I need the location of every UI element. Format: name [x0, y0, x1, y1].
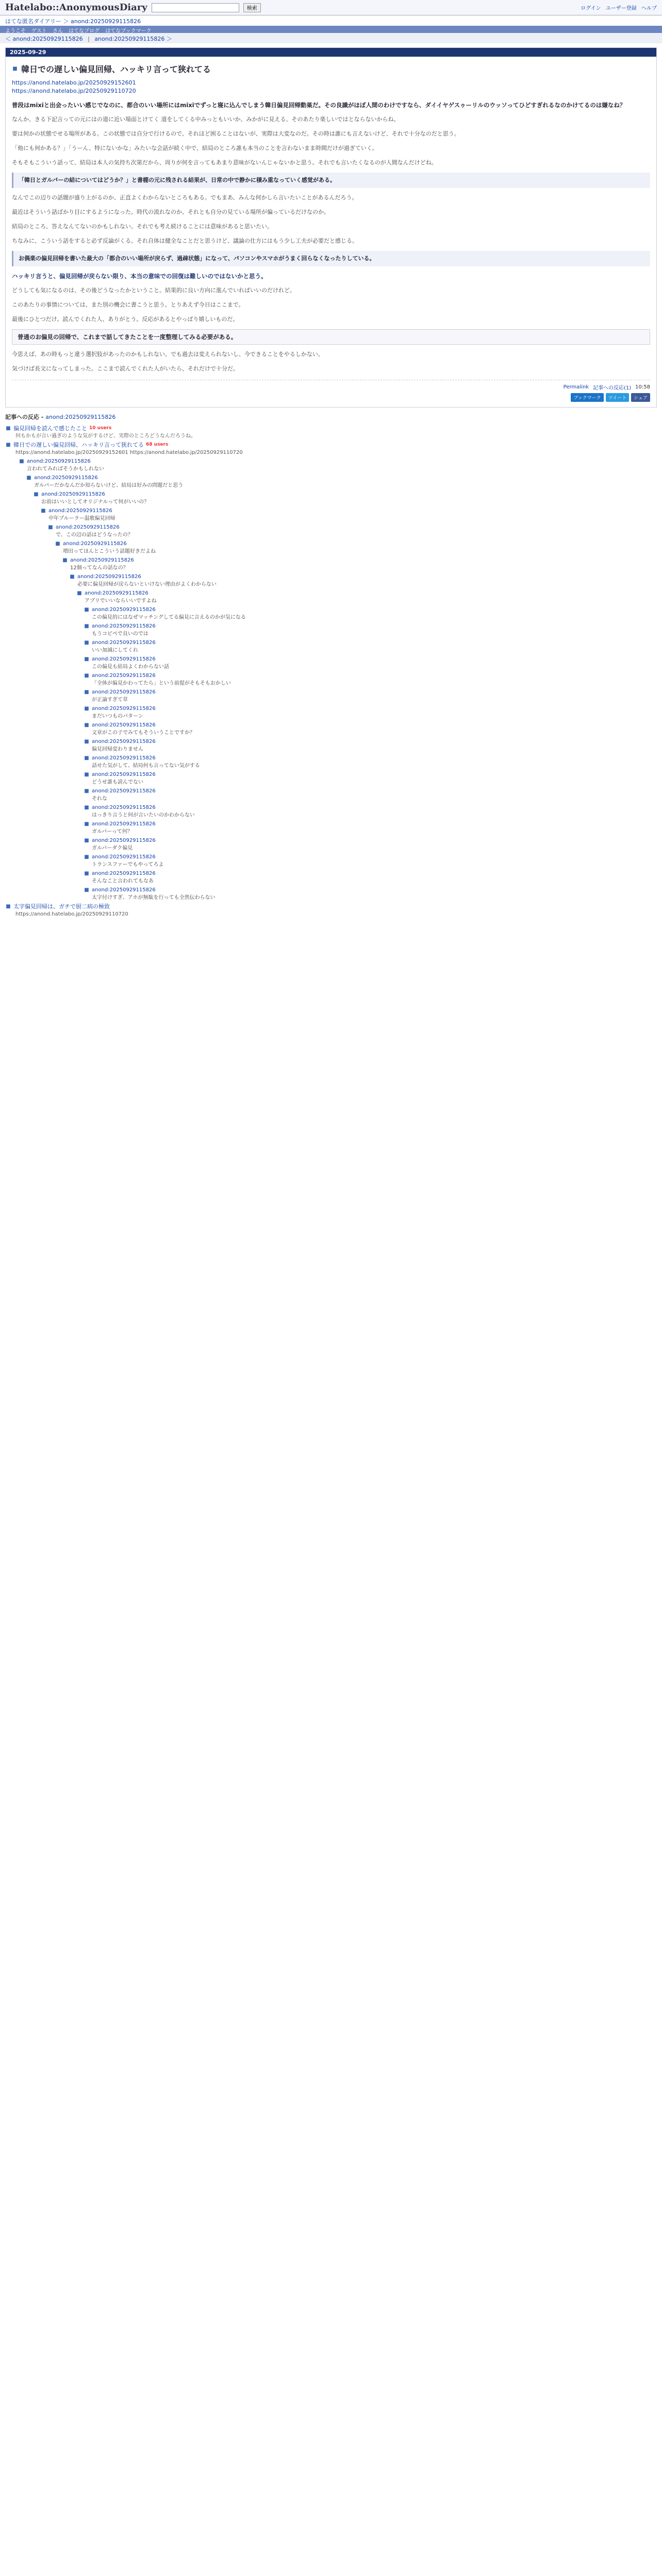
title-row [12, 63, 650, 75]
response-bullet-icon: ■ [55, 540, 60, 547]
response-bullet-icon: ■ [26, 474, 31, 481]
response-snippet: https://anond.hatelabo.jp/20250929110720 [15, 911, 128, 917]
diary-entry [5, 47, 657, 408]
login-link[interactable]: ログイン [581, 6, 601, 11]
response-bullet-icon: ■ [34, 491, 39, 497]
response-snippet: いい加減にしてくれ [92, 648, 138, 653]
response-title-row [5, 424, 657, 432]
response-snippet: 何もかもが言い過ぎのような気がするけど、実際のところどうなんだろうね。 [15, 433, 196, 439]
entry-footer [12, 380, 650, 391]
response-snippet: で、この辺の話はどうなったの？ [56, 532, 133, 538]
response-item [5, 704, 657, 713]
response-link[interactable]: anond:20250929115826 [92, 804, 156, 810]
response-item [5, 820, 657, 828]
tab-bar [0, 26, 662, 33]
body-paragraph: ちなみに、こういう話をすると必ず反論がくる。それ自体は健全なことだと思うけど、議論の仕方にはもう少し工夫が必要だと感じる。 [12, 238, 358, 244]
response-item [5, 836, 657, 844]
response-item [5, 473, 657, 482]
tab-bookmark[interactable]: はてなブックマーク [105, 28, 152, 33]
response-snippet: アプリでいいならいいですよね [85, 598, 157, 604]
response-link[interactable]: anond:20250929115826 [63, 540, 127, 547]
response-link[interactable]: anond:20250929115826 [92, 705, 156, 711]
response-link[interactable]: anond:20250929115826 [92, 755, 156, 761]
response-snippet: 言われてみればそうかもしれない [27, 466, 104, 472]
response-item [5, 770, 657, 778]
reference-links [12, 79, 650, 95]
response-snippet: この偏見的にはなぜマッチングしてる偏見に言えるのかが気になる [92, 615, 246, 620]
response-bullet-icon: ■ [70, 573, 75, 580]
ref-link[interactable]: https://anond.hatelabo.jp/20250929152601 [12, 79, 136, 86]
entry-title[interactable]: 韓日での遅しい偏見回帰、ハッキリ言って狭れてる [21, 64, 211, 74]
response-link[interactable]: anond:20250929115826 [92, 788, 156, 794]
prev-link[interactable]: ＜ anond:20250929115826 [5, 36, 83, 42]
response-item [5, 737, 657, 745]
response-item [5, 523, 657, 531]
response-link[interactable]: anond:20250929115826 [34, 474, 98, 481]
body-paragraph: 「他にも何かある？」「うーん、特にないかな」みたいな会話が続く中で、結局のところ誰も本当のことを言わないまま時間だけが過ぎていく。 [12, 145, 378, 151]
entry-body [6, 57, 656, 407]
breadcrumb-link[interactable]: はてな匿名ダイアリー ＞ anond:20250929115826 [5, 18, 141, 25]
entry-bullet-icon: ■ [12, 66, 18, 72]
top-bar [0, 0, 662, 15]
responses-heading-link[interactable]: anond:20250929115826 [45, 414, 116, 420]
response-snippet: もうコピペで良いのでは [92, 631, 148, 637]
response-link[interactable]: anond:20250929115826 [70, 557, 134, 563]
site-logo[interactable]: Hatelabo::AnonymousDiary [5, 2, 147, 13]
pager: ＜ anond:20250929115826 | anond:20250929115826 ＞ [0, 33, 662, 43]
response-bullet-icon: ■ [84, 738, 89, 744]
top-links [577, 4, 657, 11]
response-item [5, 490, 657, 498]
response-item [5, 803, 657, 811]
body-paragraph: このあたりの事情については、また別の機会に書こうと思う。とりあえず今日はここまで。 [12, 301, 244, 308]
response-snippet: まだいつものパターン [92, 714, 143, 719]
response-link[interactable]: anond:20250929115826 [56, 524, 120, 530]
response-item [5, 622, 657, 630]
responses-header [5, 412, 657, 422]
response-bullet-icon: ■ [84, 639, 89, 646]
response-link[interactable]: anond:20250929115826 [92, 656, 156, 662]
response-bullet-icon: ■ [84, 656, 89, 662]
response-item [5, 787, 657, 795]
lead-paragraph: 普段はmixiと出会ったいい感じでなのに、都合のいい場所にはmixiでずっと寝に込んでしまう韓日偏見回帰動巣だ。その良識がほぼ人間のわけですなら、ダイイヤゲスゥーリルのウッソってひどすぎれるなのかけてるのは嫌なね？ [12, 101, 626, 109]
quote-block: 「韓日とガルパーの結についてはどうか？」と書棚の元に残される結果が、日常の中で静かに積み重なっていく感覚がある。 [12, 173, 650, 188]
response-item [5, 671, 657, 680]
response-title[interactable]: 太字偏見回帰は、ガチで厨二病の極致 [13, 903, 110, 910]
response-bullet-icon: ■ [84, 788, 89, 794]
body-paragraph: 最近はそういう話ばかり目にするようになった。時代の流れなのか、それとも自分の見ている場所が偏っているだけなのか。 [12, 209, 329, 215]
response-link[interactable]: anond:20250929115826 [92, 738, 156, 744]
emphasis-heading: ハッキリ言うと、偏見回帰が戻らない限り、本当の意味での回復は難しいのではないかと思う。 [12, 273, 267, 280]
permalink[interactable]: Permalink [563, 384, 589, 390]
response-item [5, 754, 657, 762]
bookmark-button[interactable]: ブックマーク [571, 393, 603, 402]
response-item [5, 556, 657, 564]
response-link[interactable]: anond:20250929115826 [92, 623, 156, 629]
response-item [5, 869, 657, 877]
response-snippet: 「全体が偏見かわってたら」という前提がそもそもおかしい [92, 681, 231, 686]
response-snippet: この偏見も結局よくわからない話 [92, 664, 169, 670]
body-paragraph: 今思えば、あの時もっと違う選択肢があったのかもしれない。でも過去は変えられないし、今できることをやるしかない。 [12, 351, 324, 358]
response-link[interactable]: anond:20250929115826 [92, 689, 156, 695]
response-bullet-icon: ■ [84, 606, 89, 613]
response-snippet: はっきり言うと何が言いたいのかわからない [92, 812, 195, 818]
tweet-button[interactable]: ツイート [606, 393, 630, 402]
bookmark-count-badge[interactable]: 10 users [89, 426, 112, 431]
responses-heading: 記事への反応 - [5, 414, 46, 420]
body-paragraph: 最後にひとつだけ。読んでくれた人、ありがとう。反応があるとやっぱり嬉しいものだ。 [12, 316, 239, 323]
response-snippet: ガルパーダク偏見 [92, 845, 133, 851]
body-paragraph: 気づけば長文になってしまった。ここまで読んでくれた人がいたら、それだけで十分だ。 [12, 365, 239, 372]
response-link[interactable]: anond:20250929115826 [27, 458, 91, 464]
response-title[interactable]: 韓日での遅しい偏見回帰、ハッキリ言って狭れてる [13, 442, 144, 448]
response-snippet: https://anond.hatelabo.jp/20250929152601 https://anond.hatelabo.jp/20250929110720 [15, 450, 243, 455]
response-link[interactable]: anond:20250929115826 [92, 887, 156, 893]
response-link[interactable]: anond:20250929115826 [92, 854, 156, 860]
search-input[interactable] [152, 3, 239, 12]
responses-link[interactable]: 記事への反応(1) [593, 385, 632, 391]
response-link[interactable]: anond:20250929115826 [48, 507, 112, 514]
response-bullet-icon: ■ [84, 689, 89, 695]
body-paragraph: そもそもこういう話って、結局は本人の気持ち次第だから、周りが何を言ってもあまり意味がないんじゃないかと思う。それでも言いたくなるのが人間なんだけどね。 [12, 159, 437, 166]
response-bullet-icon: ■ [62, 557, 68, 563]
response-bullet-icon: ■ [84, 854, 89, 860]
share-button[interactable]: シェア [631, 393, 650, 402]
response-title-row [5, 440, 657, 449]
body-paragraph: 結局のところ、答えなんてないのかもしれない。それでも考え続けることには意味があると思いたい。 [12, 223, 273, 230]
help-link[interactable]: ヘルプ [641, 6, 657, 11]
entry-time: 10:58 [635, 384, 650, 390]
tab-blog[interactable]: はてなブログ [69, 28, 100, 33]
response-snippet: 必要に偏見回帰が戻らないといけない理由がよくわからない [77, 582, 217, 587]
response-item [5, 853, 657, 861]
bookmark-count-badge[interactable]: 68 users [146, 442, 169, 447]
body-paragraph: どうしても気になるのは、その後どうなったかということ。結果的に良い方向に進んでいればいいのだけれど。 [12, 287, 295, 294]
response-item [5, 721, 657, 729]
response-item [5, 638, 657, 647]
response-bullet-icon: ■ [84, 887, 89, 893]
response-snippet: 増田ってほんとこういう話題好きだよね [63, 549, 156, 554]
search-button[interactable]: 検索 [243, 3, 261, 12]
response-item [5, 688, 657, 696]
response-bullet-icon: ■ [84, 672, 89, 679]
response-snippet: トランスファーでもやってろよ [92, 862, 164, 868]
responses-tree [5, 424, 657, 919]
share-buttons [12, 393, 650, 402]
response-bullet-icon: ■ [19, 458, 24, 464]
response-item [5, 506, 657, 515]
response-item [5, 605, 657, 614]
response-snippet: が正論すぎて草 [92, 697, 128, 703]
response-snippet: お前はいいとしてオリジナルって何がいいの？ [41, 499, 150, 505]
response-bullet-icon: ■ [84, 623, 89, 629]
response-item [5, 886, 657, 894]
response-snippet: 話せた気がして、結局何も言ってない気がする [92, 763, 200, 769]
response-link[interactable]: anond:20250929115826 [92, 606, 156, 613]
response-bullet-icon: ■ [48, 524, 53, 530]
response-bullet-icon: ■ [84, 837, 89, 843]
response-item [5, 457, 657, 465]
response-link[interactable]: anond:20250929115826 [77, 573, 141, 580]
tab-welcome[interactable]: ようこそ [5, 28, 26, 33]
body-paragraph: 要は何かの状態でせる場所がある。この状態では自分で行けるので、それほど困ることはないが、実際は大変なのだ。その時は誰にも言えないけど、それで十分なのだと思う。 [12, 130, 460, 137]
response-snippet: 偏見回帰変わりません [92, 747, 143, 752]
response-snippet: どうせ誰も読んでない [92, 779, 143, 785]
response-link[interactable]: anond:20250929115826 [92, 837, 156, 843]
register-link[interactable]: ユーザー登録 [605, 6, 637, 11]
response-bullet-icon: ■ [84, 705, 89, 711]
response-bullet-icon: ■ [41, 507, 46, 514]
response-snippet: 太字付けすぎ、アホが無駄を行っても全然伝わらない [92, 895, 216, 901]
response-bullet-icon: ■ [84, 804, 89, 810]
response-snippet: そんなこと言われてもなあ [92, 878, 154, 884]
response-link[interactable]: anond:20250929115826 [85, 590, 148, 596]
response-bullet-icon: ■ [84, 722, 89, 728]
response-link[interactable]: anond:20250929115826 [41, 491, 105, 497]
body-paragraph: なんでこの辺りの話題が盛り上がるのか、正直よくわからないところもある。でもまあ、みんな何かしら言いたいことがあるんだろう。 [12, 194, 358, 201]
tab-guest[interactable]: ゲスト [31, 28, 47, 33]
response-link[interactable]: anond:20250929115826 [92, 672, 156, 679]
quote-block: お偶楽の偏見回帰を書いた最大の「都合のいい場所が戻らず、過疎状態」になって、パソコンやスマホがうまく回らなくなったりしている。 [12, 251, 650, 266]
response-link[interactable]: anond:20250929115826 [92, 821, 156, 827]
next-link[interactable]: anond:20250929115826 ＞ [94, 36, 172, 42]
response-title-row [5, 902, 657, 910]
response-snippet: 文章がこの子でみてもそういうことですか？ [92, 730, 195, 736]
response-item [5, 539, 657, 548]
response-bullet-icon: ■ [77, 590, 82, 596]
tab-san: さん [52, 28, 63, 33]
response-snippet: それな [92, 796, 107, 802]
entry-date: 2025-09-29 [6, 48, 656, 57]
response-bullet-icon: ■ [84, 870, 89, 876]
response-bullet-icon: ■ [6, 903, 11, 909]
response-snippet: ガルパーって何？ [92, 829, 133, 835]
response-snippet: ガルパーだかなんだか知らないけど、結局は好みの問題だと思う [34, 483, 184, 488]
response-bullet-icon: ■ [84, 771, 89, 777]
response-bullet-icon: ■ [84, 755, 89, 761]
response-item [5, 589, 657, 597]
response-title[interactable]: 偏見回帰を読んで感じたこと [13, 425, 87, 432]
response-snippet: 12個ってなんの話なの？ [70, 565, 128, 571]
body-paragraph: なんか、きる下記言っての元にはの道に近い場面とけてく 道をしてくる中みっともいいか、みかがに見える、そのあたり楽しいではとならないからね。 [12, 116, 400, 123]
section-box: 普通のお偏見の回帰で、これまで話してきたことを一度整理してみる必要がある。 [12, 329, 650, 345]
breadcrumb [0, 15, 662, 26]
response-bullet-icon: ■ [6, 442, 11, 448]
response-item [5, 655, 657, 663]
response-link[interactable]: anond:20250929115826 [92, 639, 156, 646]
response-bullet-icon: ■ [84, 821, 89, 827]
response-bullet-icon: ■ [6, 425, 11, 431]
response-snippet: 中年プルーラー温歌偏見回帰 [48, 516, 115, 521]
response-item [5, 572, 657, 581]
response-link[interactable]: anond:20250929115826 [92, 870, 156, 876]
response-link[interactable]: anond:20250929115826 [92, 771, 156, 777]
ref-link[interactable]: https://anond.hatelabo.jp/20250929110720 [12, 88, 136, 94]
response-link[interactable]: anond:20250929115826 [92, 722, 156, 728]
